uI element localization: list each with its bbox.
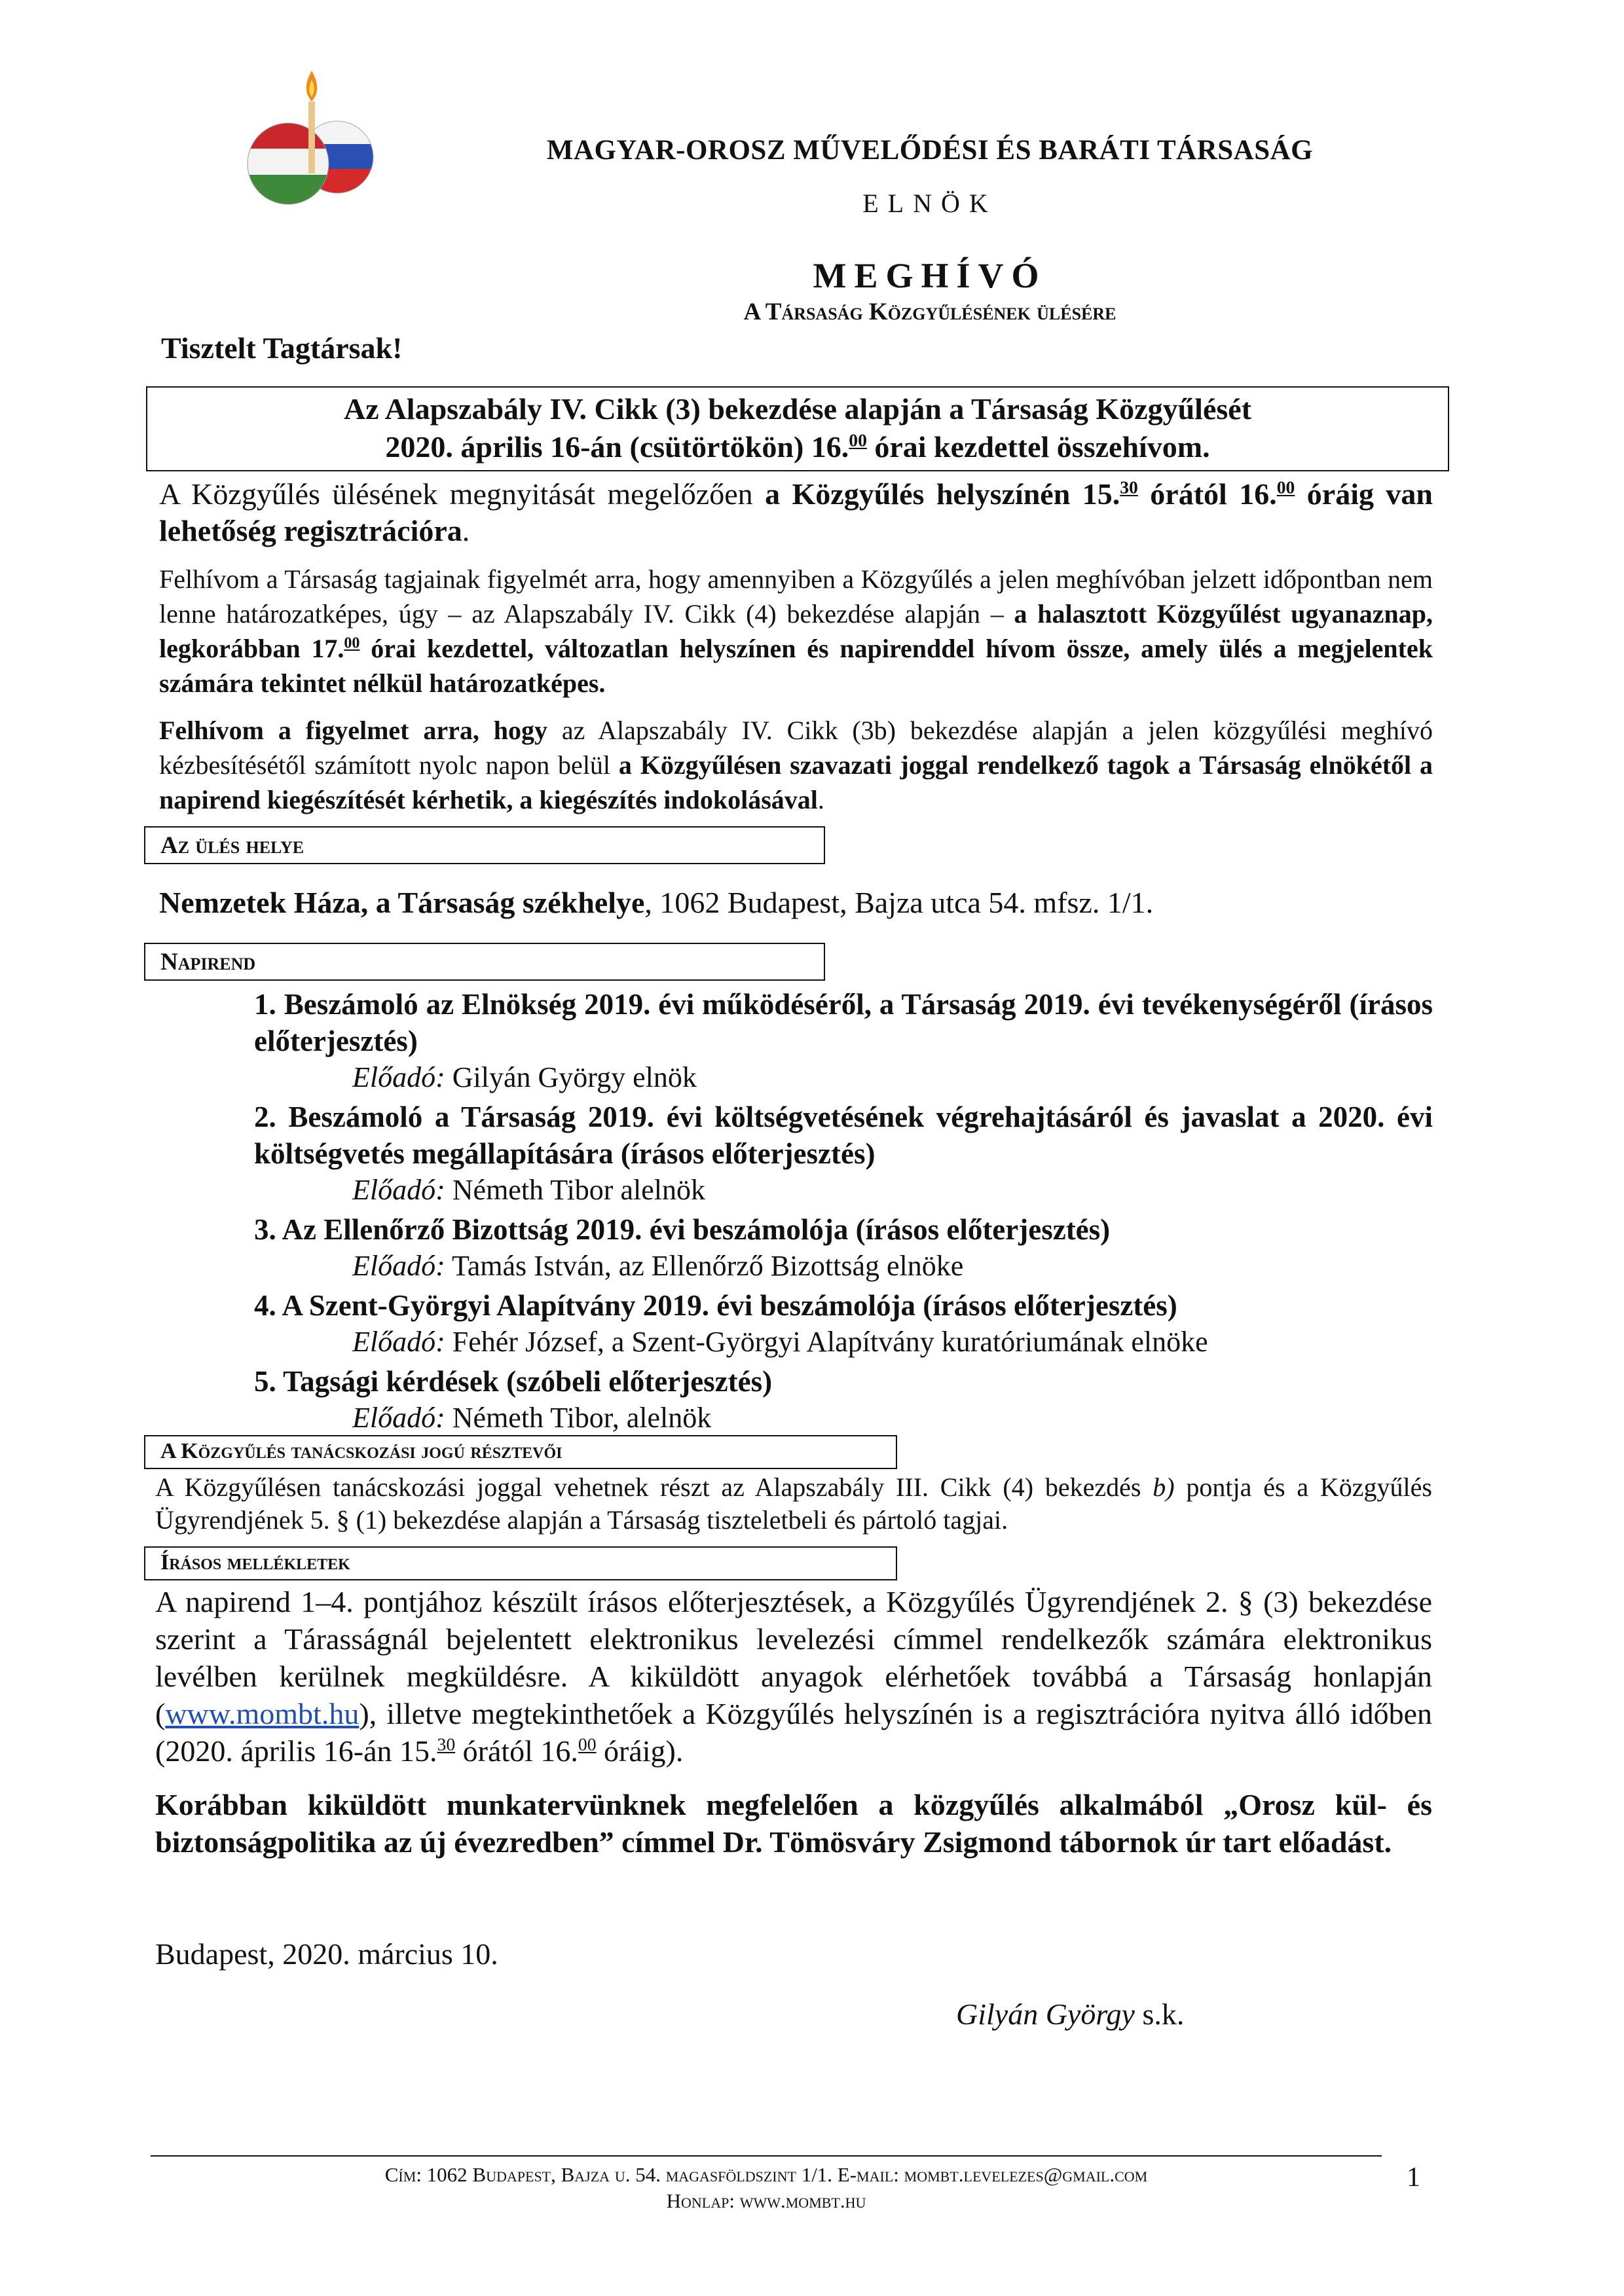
- footer-website: Honlap: www.mombt.hu: [666, 2189, 866, 2212]
- period: .: [817, 785, 824, 814]
- org-logo: [226, 65, 396, 223]
- agenda-item-presenter: Előadó: Fehér József, a Szent-Györgyi Alapítvány kuratóriumának elnöke: [352, 1326, 1208, 1358]
- agenda-item-presenter: Előadó: Gilyán György elnök: [352, 1061, 697, 1093]
- registration-paragraph: [159, 476, 1433, 549]
- agenda-list: [254, 986, 1433, 1439]
- attachments-paragraph: A napirend 1–4. pontjához készült írásos előterjesztések, a Közgyűlés Ügyrendjének 2. § (3) bekezdése szerint a Tárasságnál bejelentett elektronikus levelezési címmel rendelkezők számára elektronikus levélben kerülnek megküldésre. A kiküldött anyagok elérhetőek továbbá a Társaság honlapján (www.mombt.hu), illetve megtekinthetőek a Közgyűlés helyszínén is a regisztrációra nyitva álló időben (2020. április 16-án 15.30 órától 16.00 óráig).: [155, 1585, 1432, 1768]
- time-superscript: 30: [437, 1734, 456, 1755]
- agenda-item-title: 5. Tagsági kérdések (szóbeli előterjesztés): [254, 1365, 773, 1398]
- convocation-line-2: [146, 428, 1449, 466]
- quorum-paragraph: [159, 562, 1433, 701]
- venue-street: , 1062 Budapest, Bajza utca 54. mfsz. 1/1.: [644, 886, 1154, 919]
- quorum-bold-end: órai kezdettel, változatlan helyszínen és napirenddel hívom össze, amely ülés a megjelentek számára tekintet nélkül határozatképes.: [159, 634, 1433, 698]
- time-superscript: 00: [344, 634, 360, 652]
- venue-name: Nemzetek Háza, a Társaság székhelye: [159, 886, 645, 919]
- advisory-paragraph: A Közgyűlésen tanácskozási joggal vehetnek részt az Alapszabály III. Cikk (4) bekezdés b) pontja és a Közgyűlés Ügyrendjének 5. § (1) bekezdése alapján a Társaság tiszteletbeli és pártoló tagjai.: [155, 1472, 1432, 1535]
- footer-address: Cím: 1062 Budapest, Bajza u. 54. magasföldszint 1/1. E-mail: mombt.levelezes@gmail.com: [384, 2163, 1148, 2186]
- role-title: ELNÖK: [862, 189, 997, 218]
- agenda-item-presenter: Előadó: Németh Tibor, alelnök: [352, 1402, 712, 1434]
- place-and-date: Budapest, 2020. március 10.: [155, 1937, 498, 1971]
- organization-name: MAGYAR-OROSZ MŰVELŐDÉSI ÉS BARÁTI TÁRSASÁG: [546, 135, 1314, 166]
- supplement-text: az Alapszabály IV. Cikk (3b) bekezdése alapján a jelen közgyűlési meghívó kézbesítésétől számított nyolc napon belül: [159, 716, 1433, 780]
- attachments-section-label: Írásos mellékletek: [160, 1550, 350, 1575]
- quorum-text: Felhívom a Társaság tagjainak figyelmét arra, hogy amennyiben a Közgyűlés a jelen meghívóban jelzett időpontban nem lenne határozatképes, úgy – az Alapszabály IV. Cikk (4) bekezdése alapján –: [159, 564, 1433, 629]
- supplement-lead: Felhívom a figyelmet arra, hogy: [159, 716, 548, 745]
- agenda-item: [254, 986, 1433, 1096]
- agenda-item-presenter: Előadó: Németh Tibor alelnök: [352, 1174, 705, 1206]
- venue-section-label: Az ülés helye: [160, 832, 304, 859]
- signature: [956, 1997, 1184, 2032]
- convocation-text: [146, 390, 1449, 466]
- document-subtitle: A Társaság Közgyűlésének ülésére: [743, 299, 1116, 325]
- agenda-item: [254, 1363, 1433, 1436]
- agenda-item-title: 1. Beszámoló az Elnökség 2019. évi működéséről, a Társaság 2019. évi tevékenységéről (írásos előterjesztés): [254, 988, 1433, 1057]
- footer-divider: [151, 2155, 1382, 2157]
- agenda-item-title: 2. Beszámoló a Társaság 2019. évi költségvetésének végrehajtásáról és javaslat a 2020. évi költségvetés megállapítására (írásos előterjesztés): [254, 1101, 1433, 1170]
- agenda-item: [254, 1211, 1433, 1285]
- registration-place: a Közgyűlés helyszínén 15.: [765, 477, 1120, 511]
- agenda-item-presenter: Előadó: Tamás István, az Ellenőrző Bizottság elnöke: [352, 1250, 964, 1282]
- time-superscript: 00: [578, 1734, 597, 1755]
- agenda-item-title: 3. Az Ellenőrző Bizottság 2019. évi beszámolója (írásos előterjesztés): [254, 1213, 1111, 1246]
- convocation-date: 2020. április 16-án (csütörtökön) 16.: [385, 430, 849, 464]
- advisory-section-label: A Közgyűlés tanácskozási jogú résztevői: [160, 1439, 563, 1463]
- quorum-bold: a halasztott Közgyűlést ugyanaznap, legkorábban 17.: [159, 599, 1433, 663]
- lecture-announcement: Korábban kiküldött munkatervünknek megfelelően a közgyűlés alkalmából „Orosz kül- és biztonságpolitika az új évezredben” címmel Dr. Tömösváry Zsigmond tábornok úr tart előadást.: [155, 1788, 1432, 1859]
- agenda-item: [254, 1099, 1433, 1209]
- period: .: [462, 514, 470, 547]
- time-superscript: 30: [1120, 477, 1138, 498]
- registration-text: A Közgyűlés ülésének megnyitását megelőzően: [159, 477, 766, 511]
- signature-suffix: s.k.: [1134, 1997, 1185, 2031]
- page-number: 1: [1407, 2162, 1420, 2193]
- greeting: Tisztelt Tagtársak!: [161, 331, 403, 365]
- document-title: MEGHÍVÓ: [813, 256, 1047, 295]
- hungarian-russian-flags-candle-logo-icon: [226, 65, 396, 223]
- agenda-section-label: Napirend: [160, 949, 256, 975]
- convocation-line-1: Az Alapszabály IV. Cikk (3) bekezdése alapján a Társaság Közgyűlését: [343, 392, 1252, 426]
- website-link[interactable]: www.mombt.hu: [165, 1697, 360, 1730]
- registration-to: órától 16.: [1137, 477, 1277, 511]
- agenda-item-title: 4. A Szent-Györgyi Alapítvány 2019. évi beszámolója (írásos előterjesztés): [254, 1289, 1177, 1322]
- supplement-bold: a Közgyűlésen szavazati joggal rendelkező tagok a Társaság elnökétől a napirend kiegészítését kérhetik, a kiegészítés indokolásával: [159, 750, 1433, 814]
- convocation-suffix: órai kezdettel összehívom.: [866, 430, 1210, 464]
- agenda-supplement-paragraph: [159, 713, 1433, 817]
- agenda-item: [254, 1287, 1433, 1360]
- time-superscript: 00: [849, 429, 867, 450]
- time-superscript: 00: [1276, 477, 1295, 498]
- signatory-name: Gilyán György: [956, 1997, 1135, 2031]
- registration-end: óráig van lehetőség regisztrációra: [159, 477, 1433, 547]
- venue-address: [159, 885, 1153, 920]
